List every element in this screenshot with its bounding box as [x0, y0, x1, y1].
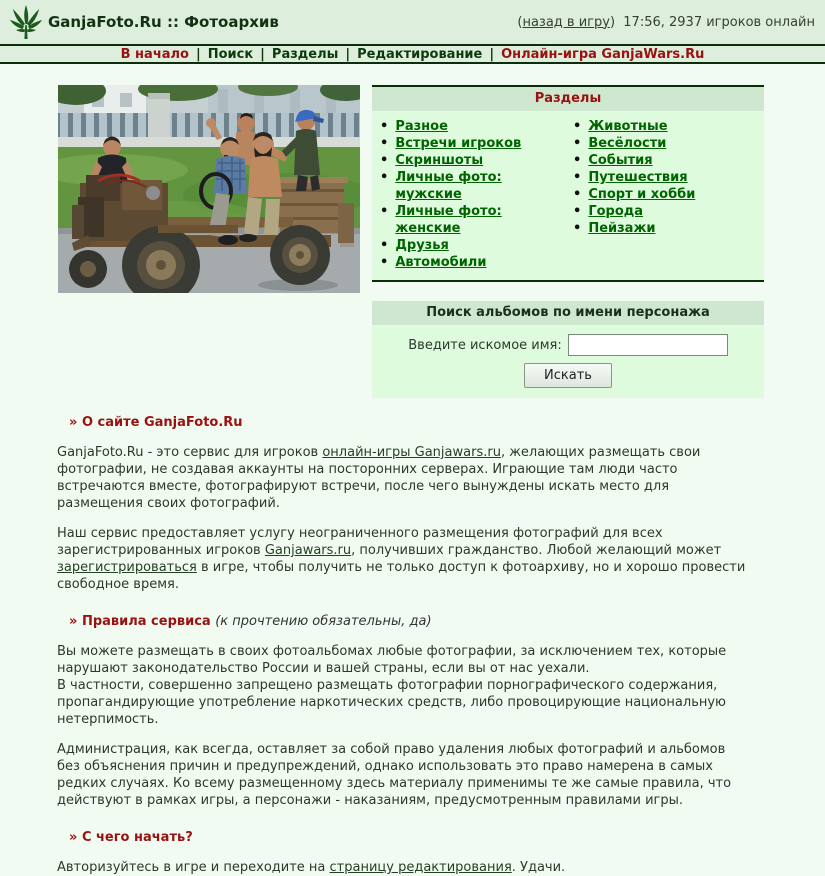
section-link-skrinshoty[interactable]: Скриншоты [395, 153, 484, 168]
bullet-icon: • [573, 204, 582, 219]
sections-box [372, 85, 764, 282]
page-title: GanjaFoto.Ru :: Фотоархив [48, 13, 279, 31]
section-link-peyzazhi[interactable]: Пейзажи [588, 221, 656, 236]
content-row [58, 85, 825, 398]
list-item [571, 169, 764, 186]
section-link-lichnye-muzhskie[interactable]: Личные фото: мужские [395, 170, 502, 202]
search-submit-button[interactable]: Искать [524, 363, 612, 388]
section-link-puteshestviya[interactable]: Путешествия [588, 170, 688, 185]
main-nav [0, 44, 825, 64]
nav-separator: | [260, 46, 265, 62]
bullet-icon: • [573, 187, 582, 202]
sections-column-1 [378, 118, 571, 271]
photo-homemade-tractor [58, 85, 360, 293]
list-item [378, 118, 571, 135]
ganjawars-link[interactable]: Ganjawars.ru [264, 543, 352, 558]
section-link-lichnye-zhenskie[interactable]: Личные фото: женские [395, 204, 502, 236]
heading-marker: » [69, 614, 78, 629]
nav-editing-link[interactable]: Редактирование [357, 46, 483, 62]
list-item [571, 220, 764, 237]
list-item [571, 203, 764, 220]
paragraph-service: Наш сервис предоставляет услугу неограниченного размещения фотографий для всех зарегистрированных игроков Ganjawars.ru, получивших гражданство. Любой желающий может зарегистрироваться в игре, чтобы получить не только доступ к фотоархиву, но и хорошо провести свободное время. [57, 526, 746, 592]
back-paren: ) [609, 14, 616, 30]
heading-marker: » [69, 830, 78, 845]
online-status: 17:56, 2937 игроков онлайн [623, 14, 815, 30]
bullet-icon: • [573, 153, 582, 168]
bullet-icon: • [573, 221, 582, 236]
section-link-zhivotnye[interactable]: Животные [588, 119, 668, 134]
section-link-sobytiya[interactable]: События [588, 153, 653, 168]
nav-separator: | [345, 46, 351, 62]
paragraph-about: GanjaFoto.Ru - это сервис для игроков онлайн-игры Ganjawars.ru, желающих размещать свои фотографии, не создавая аккаунты на посторонних серверах. Играющие там люди часто встречаются вместе, фотографируют встречи, после чего вынуждены искать место для размещения своих фотографий. [57, 445, 701, 511]
section-link-goroda[interactable]: Города [588, 204, 644, 219]
nav-separator: | [489, 46, 495, 62]
heading-marker: » [69, 415, 78, 430]
ganjawars-game-link[interactable]: онлайн-игры Ganjawars.ru [322, 445, 501, 460]
bullet-icon: • [380, 136, 389, 151]
heading-rules: » Правила сервиса (к прочтению обязательны, да) [69, 614, 432, 629]
nav-search-link[interactable]: Поиск [207, 46, 254, 62]
list-item [378, 135, 571, 152]
sections-column-2 [571, 118, 764, 271]
paragraph-rules-2: Администрация, как всегда, оставляет за собой право удаления любых фотографий и альбомов без объяснения причин и предупреждений, однако использовать это право намерена в самых редких случаях. Ко всему размещенному здесь материалу применимы те же самые правила, что действуют в рамках игры, а персонажи - наказаниям, предусмотренным правилами игры. [57, 742, 732, 808]
list-item [378, 254, 571, 271]
back-paren: ( [517, 14, 523, 30]
heading-start: » С чего начать? [69, 830, 193, 845]
nav-ganjawars-link[interactable]: Онлайн-игра GanjaWars.Ru [501, 46, 705, 62]
heading-rules-note: (к прочтению обязательны, да) [215, 614, 432, 629]
bullet-icon: • [380, 170, 389, 185]
heading-about: » О сайте GanjaFoto.Ru [69, 415, 243, 430]
bullet-icon: • [573, 119, 582, 134]
header-bar [0, 0, 825, 44]
nav-separator: | [195, 46, 201, 62]
list-item [378, 237, 571, 254]
section-link-sport[interactable]: Спорт и хобби [588, 187, 696, 202]
section-link-vstrechi[interactable]: Встречи игроков [395, 136, 522, 151]
list-item [378, 152, 571, 169]
register-link[interactable]: зарегистрироваться [57, 560, 197, 575]
section-link-druzya[interactable]: Друзья [395, 238, 449, 253]
sections-box-title: Разделы [372, 87, 764, 111]
editing-page-link[interactable]: страницу редактирования [329, 860, 512, 875]
back-to-game-link[interactable]: назад в игру [522, 14, 610, 30]
album-search-title: Поиск альбомов по имени персонажа [372, 301, 764, 325]
bullet-icon: • [380, 238, 389, 253]
bullet-icon: • [573, 136, 582, 151]
paragraph-rules-1: Вы можете размещать в своих фотоальбомах любые фотографии, за исключением тех, которые нарушают законодательство России и вашей страны, если вы от нас уехали. В частности, совершенно запрещено размещать фотографии порнографического содержания, пропагандирующие употребление наркотических средств, либо провоцирующие национальную нетерпимость. [57, 644, 727, 727]
header-status-area [517, 15, 815, 30]
bullet-icon: • [380, 153, 389, 168]
nav-home-link[interactable]: В начало [120, 46, 189, 62]
paragraph-start: Авторизуйтесь в игре и переходите на страницу редактирования. Удачи. [57, 860, 566, 875]
search-name-label: Введите искомое имя: [408, 337, 562, 353]
album-search-box [372, 301, 764, 398]
character-name-input[interactable] [568, 334, 728, 356]
list-item [571, 118, 764, 135]
section-link-veselosti[interactable]: Весёлости [588, 136, 667, 151]
right-column [372, 85, 764, 398]
list-item [571, 135, 764, 152]
photo-illustration [58, 85, 360, 293]
nav-sections-link[interactable]: Разделы [271, 46, 339, 62]
section-link-avtomobili[interactable]: Автомобили [395, 255, 487, 270]
bullet-icon: • [380, 255, 389, 270]
bullet-icon: • [573, 170, 582, 185]
list-item [571, 152, 764, 169]
list-item [378, 169, 571, 203]
main-text [57, 414, 747, 876]
list-item [378, 203, 571, 237]
cannabis-leaf-icon [8, 3, 44, 41]
bullet-icon: • [380, 119, 389, 134]
list-item [571, 186, 764, 203]
bullet-icon: • [380, 204, 389, 219]
section-link-raznoe[interactable]: Разное [395, 119, 448, 134]
